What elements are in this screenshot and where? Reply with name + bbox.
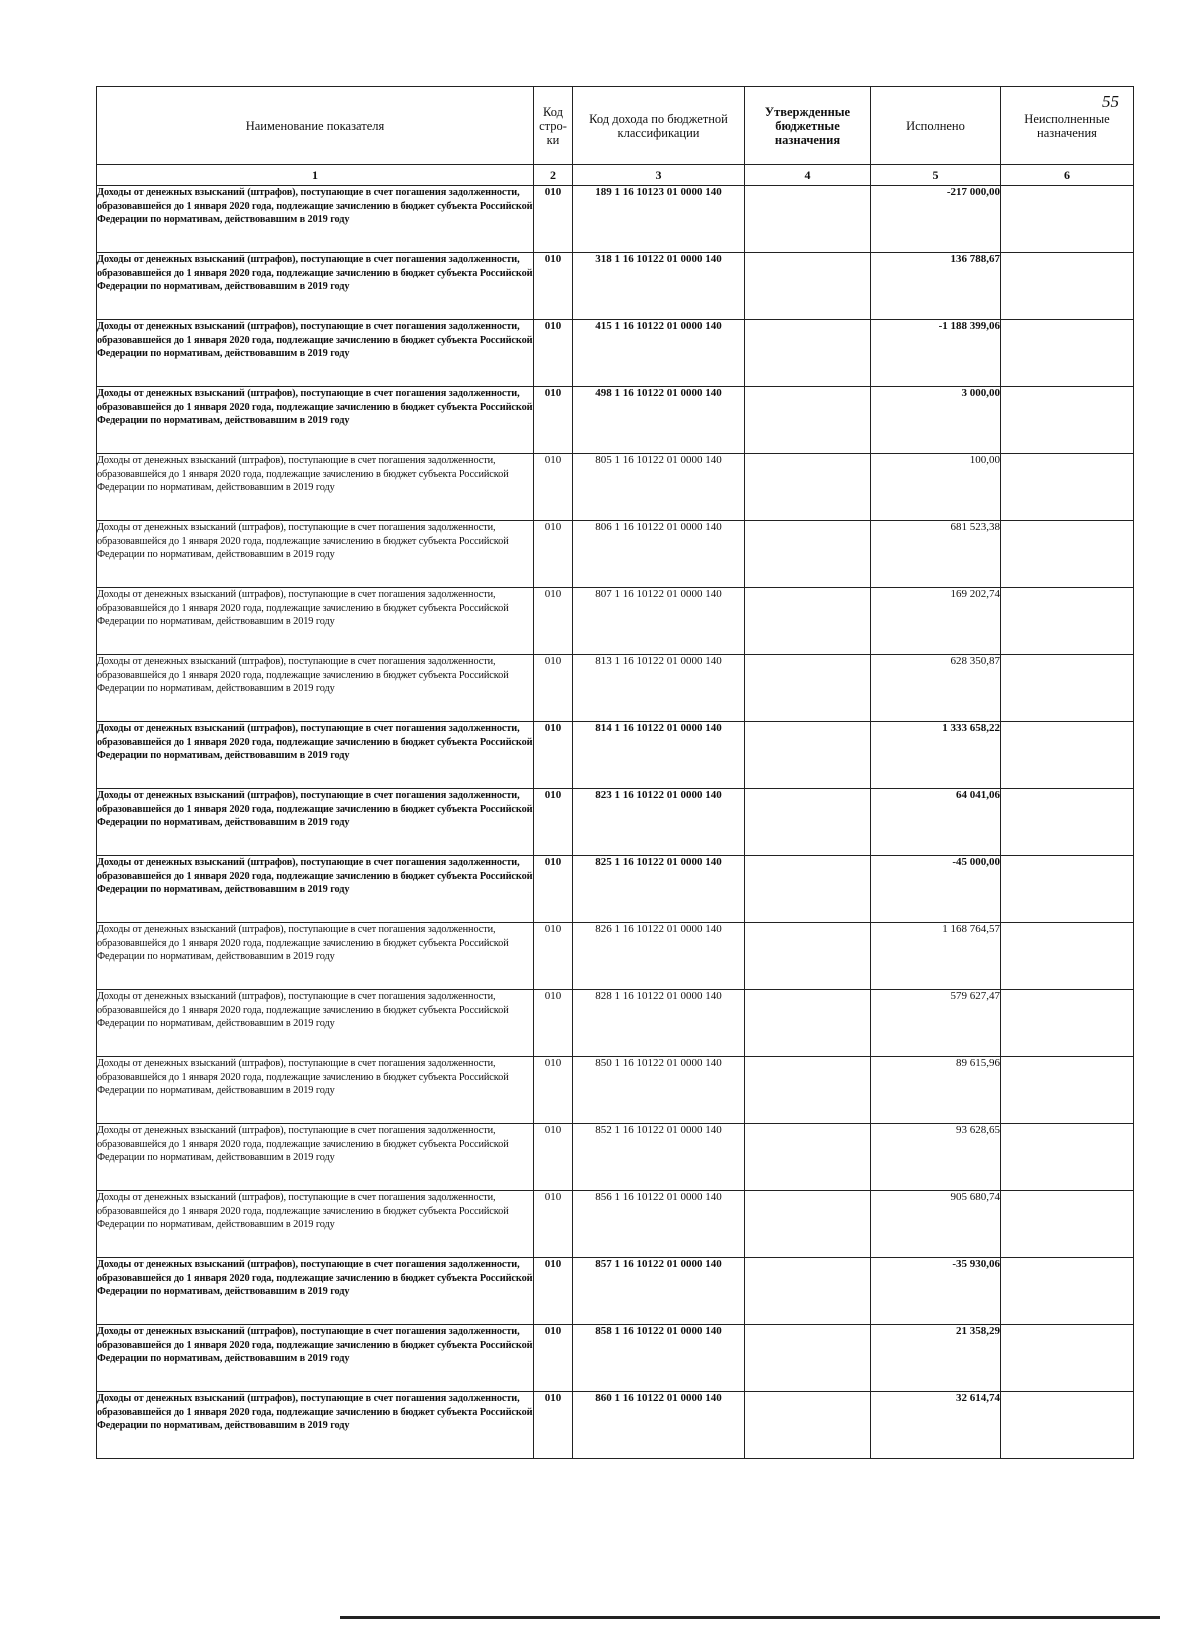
row-income-code: 858 1 16 10122 01 0000 140 xyxy=(573,1325,745,1392)
row-executed-amount: 169 202,74 xyxy=(871,588,1001,655)
row-executed-amount: 89 615,96 xyxy=(871,1057,1001,1124)
row-approved-amount xyxy=(745,1258,871,1325)
row-approved-amount xyxy=(745,588,871,655)
row-income-code: 318 1 16 10122 01 0000 140 xyxy=(573,253,745,320)
row-executed-amount: 1 333 658,22 xyxy=(871,722,1001,789)
row-line-code: 010 xyxy=(534,521,573,588)
row-indicator-name: Доходы от денежных взысканий (штрафов), поступающие в счет погашения задолженности, образовавшейся до 1 января 2020 года, подлежащие зачислению в бюджет субъекта Российской Федерации по нормативам, действовавшим в 2019 году xyxy=(97,320,534,387)
row-unexecuted-amount xyxy=(1001,856,1134,923)
row-income-code: 807 1 16 10122 01 0000 140 xyxy=(573,588,745,655)
table-row xyxy=(97,1191,1134,1258)
row-indicator-name: Доходы от денежных взысканий (штрафов), поступающие в счет погашения задолженности, образовавшейся до 1 января 2020 года, подлежащие зачислению в бюджет субъекта Российской Федерации по нормативам, действовавшим в 2019 году xyxy=(97,454,534,521)
row-indicator-name: Доходы от денежных взысканий (штрафов), поступающие в счет погашения задолженности, образовавшейся до 1 января 2020 года, подлежащие зачислению в бюджет субъекта Российской Федерации по нормативам, действовавшим в 2019 году xyxy=(97,1392,534,1459)
row-approved-amount xyxy=(745,722,871,789)
row-indicator-name: Доходы от денежных взысканий (штрафов), поступающие в счет погашения задолженности, образовавшейся до 1 января 2020 года, подлежащие зачислению в бюджет субъекта Российской Федерации по нормативам, действовавшим в 2019 году xyxy=(97,789,534,856)
row-income-code: 857 1 16 10122 01 0000 140 xyxy=(573,1258,745,1325)
row-unexecuted-amount xyxy=(1001,1325,1134,1392)
header-indicator-name: Наименование показателя xyxy=(97,87,534,165)
table-row xyxy=(97,1258,1134,1325)
row-income-code: 860 1 16 10122 01 0000 140 xyxy=(573,1392,745,1459)
row-line-code: 010 xyxy=(534,722,573,789)
row-income-code: 415 1 16 10122 01 0000 140 xyxy=(573,320,745,387)
row-line-code: 010 xyxy=(534,1392,573,1459)
row-line-code: 010 xyxy=(534,856,573,923)
row-executed-amount: 579 627,47 xyxy=(871,990,1001,1057)
row-approved-amount xyxy=(745,1057,871,1124)
row-approved-amount xyxy=(745,789,871,856)
table-row xyxy=(97,588,1134,655)
row-unexecuted-amount xyxy=(1001,1191,1134,1258)
row-income-code: 828 1 16 10122 01 0000 140 xyxy=(573,990,745,1057)
row-unexecuted-amount xyxy=(1001,253,1134,320)
table-row xyxy=(97,387,1134,454)
row-line-code: 010 xyxy=(534,1057,573,1124)
row-indicator-name: Доходы от денежных взысканий (штрафов), поступающие в счет погашения задолженности, образовавшейся до 1 января 2020 года, подлежащие зачислению в бюджет субъекта Российской Федерации по нормативам, действовавшим в 2019 году xyxy=(97,1325,534,1392)
row-approved-amount xyxy=(745,320,871,387)
table-row xyxy=(97,1124,1134,1191)
row-line-code: 010 xyxy=(534,186,573,253)
row-line-code: 010 xyxy=(534,990,573,1057)
table-row xyxy=(97,722,1134,789)
column-number: 1 xyxy=(97,165,534,186)
row-indicator-name: Доходы от денежных взысканий (штрафов), поступающие в счет погашения задолженности, образовавшейся до 1 января 2020 года, подлежащие зачислению в бюджет субъекта Российской Федерации по нормативам, действовавшим в 2019 году xyxy=(97,1191,534,1258)
row-executed-amount: 1 168 764,57 xyxy=(871,923,1001,990)
table-row xyxy=(97,253,1134,320)
table-row xyxy=(97,1325,1134,1392)
row-approved-amount xyxy=(745,1124,871,1191)
header-executed: Исполнено xyxy=(871,87,1001,165)
row-unexecuted-amount xyxy=(1001,923,1134,990)
row-approved-amount xyxy=(745,186,871,253)
row-line-code: 010 xyxy=(534,253,573,320)
row-indicator-name: Доходы от денежных взысканий (штрафов), поступающие в счет погашения задолженности, образовавшейся до 1 января 2020 года, подлежащие зачислению в бюджет субъекта Российской Федерации по нормативам, действовавшим в 2019 году xyxy=(97,588,534,655)
table-row xyxy=(97,1392,1134,1459)
column-number: 2 xyxy=(534,165,573,186)
page-number: 55 xyxy=(1102,92,1119,111)
row-unexecuted-amount xyxy=(1001,1124,1134,1191)
row-unexecuted-amount xyxy=(1001,1392,1134,1459)
row-indicator-name: Доходы от денежных взысканий (штрафов), поступающие в счет погашения задолженности, образовавшейся до 1 января 2020 года, подлежащие зачислению в бюджет субъекта Российской Федерации по нормативам, действовавшим в 2019 году xyxy=(97,923,534,990)
header-line-code: Код стро-ки xyxy=(534,87,573,165)
row-unexecuted-amount xyxy=(1001,521,1134,588)
row-approved-amount xyxy=(745,1191,871,1258)
column-number: 3 xyxy=(573,165,745,186)
row-income-code: 826 1 16 10122 01 0000 140 xyxy=(573,923,745,990)
row-indicator-name: Доходы от денежных взысканий (штрафов), поступающие в счет погашения задолженности, образовавшейся до 1 января 2020 года, подлежащие зачислению в бюджет субъекта Российской Федерации по нормативам, действовавшим в 2019 году xyxy=(97,186,534,253)
column-number: 5 xyxy=(871,165,1001,186)
row-approved-amount xyxy=(745,521,871,588)
row-income-code: 805 1 16 10122 01 0000 140 xyxy=(573,454,745,521)
bottom-rule xyxy=(340,1616,1160,1619)
header-income-code: Код дохода по бюджетной классификации xyxy=(573,87,745,165)
row-income-code: 823 1 16 10122 01 0000 140 xyxy=(573,789,745,856)
row-unexecuted-amount xyxy=(1001,1258,1134,1325)
row-unexecuted-amount xyxy=(1001,990,1134,1057)
row-approved-amount xyxy=(745,655,871,722)
row-executed-amount: -1 188 399,06 xyxy=(871,320,1001,387)
row-executed-amount: -217 000,00 xyxy=(871,186,1001,253)
row-income-code: 850 1 16 10122 01 0000 140 xyxy=(573,1057,745,1124)
row-unexecuted-amount xyxy=(1001,655,1134,722)
row-line-code: 010 xyxy=(534,1191,573,1258)
row-indicator-name: Доходы от денежных взысканий (штрафов), поступающие в счет погашения задолженности, образовавшейся до 1 января 2020 года, подлежащие зачислению в бюджет субъекта Российской Федерации по нормативам, действовавшим в 2019 году xyxy=(97,521,534,588)
row-indicator-name: Доходы от денежных взысканий (штрафов), поступающие в счет погашения задолженности, образовавшейся до 1 января 2020 года, подлежащие зачислению в бюджет субъекта Российской Федерации по нормативам, действовавшим в 2019 году xyxy=(97,655,534,722)
row-approved-amount xyxy=(745,1392,871,1459)
row-unexecuted-amount xyxy=(1001,387,1134,454)
table-row xyxy=(97,789,1134,856)
row-line-code: 010 xyxy=(534,320,573,387)
row-executed-amount: 681 523,38 xyxy=(871,521,1001,588)
row-line-code: 010 xyxy=(534,588,573,655)
row-income-code: 806 1 16 10122 01 0000 140 xyxy=(573,521,745,588)
row-line-code: 010 xyxy=(534,789,573,856)
row-executed-amount: 64 041,06 xyxy=(871,789,1001,856)
row-approved-amount xyxy=(745,923,871,990)
table-row xyxy=(97,521,1134,588)
row-executed-amount: 100,00 xyxy=(871,454,1001,521)
row-indicator-name: Доходы от денежных взысканий (штрафов), поступающие в счет погашения задолженности, образовавшейся до 1 января 2020 года, подлежащие зачислению в бюджет субъекта Российской Федерации по нормативам, действовавшим в 2019 году xyxy=(97,722,534,789)
table-row xyxy=(97,856,1134,923)
table-header xyxy=(97,87,1134,186)
row-executed-amount: 32 614,74 xyxy=(871,1392,1001,1459)
row-executed-amount: 93 628,65 xyxy=(871,1124,1001,1191)
row-income-code: 852 1 16 10122 01 0000 140 xyxy=(573,1124,745,1191)
budget-execution-table xyxy=(96,86,1134,1459)
row-income-code: 189 1 16 10123 01 0000 140 xyxy=(573,186,745,253)
row-unexecuted-amount xyxy=(1001,186,1134,253)
table-body xyxy=(97,186,1134,1459)
row-unexecuted-amount xyxy=(1001,588,1134,655)
row-income-code: 825 1 16 10122 01 0000 140 xyxy=(573,856,745,923)
row-indicator-name: Доходы от денежных взысканий (штрафов), поступающие в счет погашения задолженности, образовавшейся до 1 января 2020 года, подлежащие зачислению в бюджет субъекта Российской Федерации по нормативам, действовавшим в 2019 году xyxy=(97,1124,534,1191)
column-number-row xyxy=(97,165,1134,186)
header-row xyxy=(97,87,1134,165)
table-row xyxy=(97,454,1134,521)
column-number: 4 xyxy=(745,165,871,186)
row-indicator-name: Доходы от денежных взысканий (штрафов), поступающие в счет погашения задолженности, образовавшейся до 1 января 2020 года, подлежащие зачислению в бюджет субъекта Российской Федерации по нормативам, действовавшим в 2019 году xyxy=(97,253,534,320)
row-income-code: 856 1 16 10122 01 0000 140 xyxy=(573,1191,745,1258)
table-row xyxy=(97,990,1134,1057)
row-approved-amount xyxy=(745,990,871,1057)
header-approved: Утвержденные бюджетные назначения xyxy=(745,87,871,165)
row-executed-amount: 136 788,67 xyxy=(871,253,1001,320)
row-approved-amount xyxy=(745,454,871,521)
row-unexecuted-amount xyxy=(1001,1057,1134,1124)
row-line-code: 010 xyxy=(534,1258,573,1325)
row-income-code: 814 1 16 10122 01 0000 140 xyxy=(573,722,745,789)
table-row xyxy=(97,320,1134,387)
row-unexecuted-amount xyxy=(1001,320,1134,387)
table-row xyxy=(97,923,1134,990)
row-executed-amount: 3 000,00 xyxy=(871,387,1001,454)
row-indicator-name: Доходы от денежных взысканий (штрафов), поступающие в счет погашения задолженности, образовавшейся до 1 января 2020 года, подлежащие зачислению в бюджет субъекта Российской Федерации по нормативам, действовавшим в 2019 году xyxy=(97,387,534,454)
row-approved-amount xyxy=(745,1325,871,1392)
row-indicator-name: Доходы от денежных взысканий (штрафов), поступающие в счет погашения задолженности, образовавшейся до 1 января 2020 года, подлежащие зачислению в бюджет субъекта Российской Федерации по нормативам, действовавшим в 2019 году xyxy=(97,1057,534,1124)
row-unexecuted-amount xyxy=(1001,722,1134,789)
table-row xyxy=(97,1057,1134,1124)
row-unexecuted-amount xyxy=(1001,454,1134,521)
header-unexecuted: Неисполненные назначения xyxy=(1001,87,1134,165)
row-line-code: 010 xyxy=(534,1325,573,1392)
row-executed-amount: -35 930,06 xyxy=(871,1258,1001,1325)
row-approved-amount xyxy=(745,856,871,923)
table-row xyxy=(97,186,1134,253)
row-executed-amount: 21 358,29 xyxy=(871,1325,1001,1392)
row-line-code: 010 xyxy=(534,454,573,521)
row-indicator-name: Доходы от денежных взысканий (штрафов), поступающие в счет погашения задолженности, образовавшейся до 1 января 2020 года, подлежащие зачислению в бюджет субъекта Российской Федерации по нормативам, действовавшим в 2019 году xyxy=(97,1258,534,1325)
row-indicator-name: Доходы от денежных взысканий (штрафов), поступающие в счет погашения задолженности, образовавшейся до 1 января 2020 года, подлежащие зачислению в бюджет субъекта Российской Федерации по нормативам, действовавшим в 2019 году xyxy=(97,856,534,923)
row-line-code: 010 xyxy=(534,655,573,722)
row-indicator-name: Доходы от денежных взысканий (штрафов), поступающие в счет погашения задолженности, образовавшейся до 1 января 2020 года, подлежащие зачислению в бюджет субъекта Российской Федерации по нормативам, действовавшим в 2019 году xyxy=(97,990,534,1057)
table-row xyxy=(97,655,1134,722)
row-approved-amount xyxy=(745,387,871,454)
row-approved-amount xyxy=(745,253,871,320)
row-unexecuted-amount xyxy=(1001,789,1134,856)
row-line-code: 010 xyxy=(534,387,573,454)
row-line-code: 010 xyxy=(534,1124,573,1191)
row-line-code: 010 xyxy=(534,923,573,990)
row-income-code: 498 1 16 10122 01 0000 140 xyxy=(573,387,745,454)
row-executed-amount: 628 350,87 xyxy=(871,655,1001,722)
row-executed-amount: -45 000,00 xyxy=(871,856,1001,923)
row-income-code: 813 1 16 10122 01 0000 140 xyxy=(573,655,745,722)
row-executed-amount: 905 680,74 xyxy=(871,1191,1001,1258)
column-number: 6 xyxy=(1001,165,1134,186)
